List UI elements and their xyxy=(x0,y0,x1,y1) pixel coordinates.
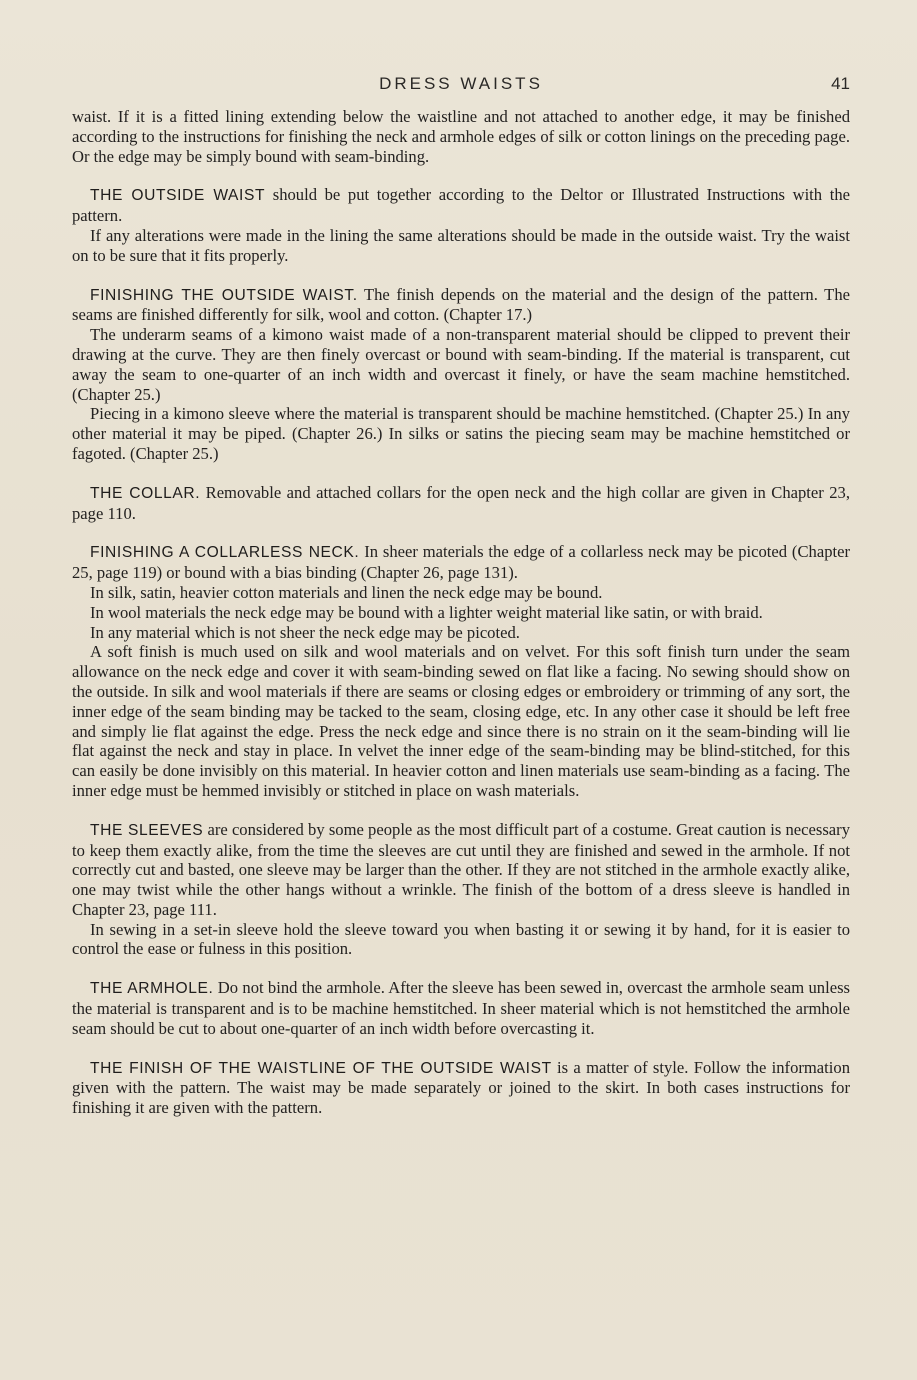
paragraph-text: Piecing in a kimono sleeve where the material is transparent should be machine hemstitched. (Chapter 25.) In any other material it may be piped. (Chapter 26.) In silks or satins the piecing seam may be machine hemstitched or fagoted. (Chapter 25.) xyxy=(72,404,850,463)
section-heading-sleeves: THE SLEEVES xyxy=(90,821,204,839)
paragraph-finishing-outside-waist xyxy=(72,285,850,326)
paragraph-collar xyxy=(72,483,850,524)
paragraph-continued-lining xyxy=(72,107,850,166)
paragraph-wool xyxy=(72,603,850,623)
paragraph-collarless-neck xyxy=(72,542,850,583)
paragraph-text: waist. If it is a fitted lining extending below the waistline and not attached to another edge, it may be finished according to the instructions for finishing the neck and armhole edges of silk or cotton linings on the preceding page. Or the edge may be simply bound with seam-binding. xyxy=(72,107,850,166)
paragraph-set-in-sleeve xyxy=(72,920,850,960)
paragraph-text: Do not bind the armhole. After the sleeve has been sewed in, overcast the armhole seam unless the material is transparent and is to be machine hemstitched. In sheer material which is not hemstitched the armhole seam should be cut to about one-quarter of an inch width before overcasting it. xyxy=(72,978,850,1038)
paragraph-text: The underarm seams of a kimono waist made of a non-transparent material should be clipped to prevent their drawing at the curve. They are then finely overcast or bound with seam-binding. If the material is transparent, cut away the seam to one-quarter of an inch width and overcast it finely, or have the seam machine hemstitched. (Chapter 25.) xyxy=(72,325,850,404)
paragraph-outside-waist xyxy=(72,185,850,226)
paragraph-alterations xyxy=(72,226,850,266)
paragraph-underarm-seams xyxy=(72,325,850,404)
paragraph-text: In any material which is not sheer the neck edge may be picoted. xyxy=(90,622,520,642)
paragraph-armhole xyxy=(72,978,850,1038)
paragraph-text: A soft finish is much used on silk and wool materials and on velvet. For this soft finish turn under the seam allowance on the neck edge and cover it with seam-binding sewed on flat like a facing. No sewing should show on the outside. In silk and wool materials if there are seams or closing edges or embroidery or trimming of any sort, the inner edge of the seam binding may be tacked to the seam, closing edge, etc. In any other case it should be left free and simply lie flat against the edge. Press the neck edge and since there is no strain on it the seam-binding will lie flat against the neck and stay in place. In velvet the inner edge of the seam-binding may be blind-stitched, for this can easily be done invisibly on this material. In heavier cotton and linen materials use seam-binding as a facing. The inner edge must be hemmed invisibly or stitched in place on wash materials. xyxy=(72,642,850,800)
section-heading-waistline: THE FINISH OF THE WAISTLINE OF THE OUTSIDE WAIST xyxy=(90,1059,552,1077)
paragraph-text: In silk, satin, heavier cotton materials and linen the neck edge may be bound. xyxy=(90,582,603,602)
paragraph-text: Removable and attached collars for the open neck and the high collar are given in Chapter 23, page 110. xyxy=(72,482,850,523)
page-number: 41 xyxy=(831,74,850,93)
section-heading-collar: THE COLLAR. xyxy=(90,484,201,502)
paragraph-not-sheer xyxy=(72,623,850,643)
section-heading-outside-waist: THE OUTSIDE WAIST xyxy=(90,187,266,205)
paragraph-text: If any alterations were made in the lining the same alterations should be made in the outside waist. Try the waist on to be sure that it fits properly. xyxy=(72,225,850,265)
paragraph-text: In sheer materials the edge of a collarless neck may be picoted (Chapter 25, page 119) or bound with a bias binding (Chapter 26, page 131). xyxy=(72,542,850,583)
section-heading-collarless-neck: FINISHING A COLLARLESS NECK. xyxy=(90,544,360,562)
paragraph-text: are considered by some people as the most difficult part of a costume. Great caution is necessary to keep them exactly alike, from the time the sleeves are cut until they are finished and sewed in the armhole. If not correctly cut and basted, one sleeve may be larger than the other. If they are not stitched in the armhole exactly alike, one may twist while the other hangs without a wrinkle. The finish of the bottom of a dress sleeve is handled in Chapter 23, page 111. xyxy=(72,819,850,919)
body-text xyxy=(72,107,850,1118)
paragraph-text: In sewing in a set-in sleeve hold the sleeve toward you when basting it or sewing it by hand, for it is easier to control the ease or fulness in this position. xyxy=(72,919,850,959)
paragraph-silk-satin xyxy=(72,583,850,603)
paragraph-text: The finish depends on the material and the design of the pattern. The seams are finished differently for silk, wool and cotton. (Chapter 17.) xyxy=(72,284,850,325)
section-heading-finishing-outside-waist: FINISHING THE OUTSIDE WAIST. xyxy=(90,286,358,304)
paragraph-soft-finish xyxy=(72,642,850,800)
section-heading-armhole: THE ARMHOLE. xyxy=(90,980,214,998)
paragraph-sleeves xyxy=(72,820,850,920)
running-title: DRESS WAISTS xyxy=(379,74,543,93)
paragraph-waistline xyxy=(72,1058,850,1118)
paragraph-text: In wool materials the neck edge may be bound with a lighter weight material like satin, or with braid. xyxy=(90,602,763,622)
running-head xyxy=(72,74,850,98)
paragraph-text: is a matter of style. Follow the information given with the pattern. The waist may be made separately or joined to the skirt. In both cases instructions for finishing it are given with the pattern. xyxy=(72,1057,850,1118)
paragraph-piecing xyxy=(72,404,850,463)
paragraph-text: should be put together according to the Deltor or Illustrated Instructions with the pattern. xyxy=(72,185,850,226)
